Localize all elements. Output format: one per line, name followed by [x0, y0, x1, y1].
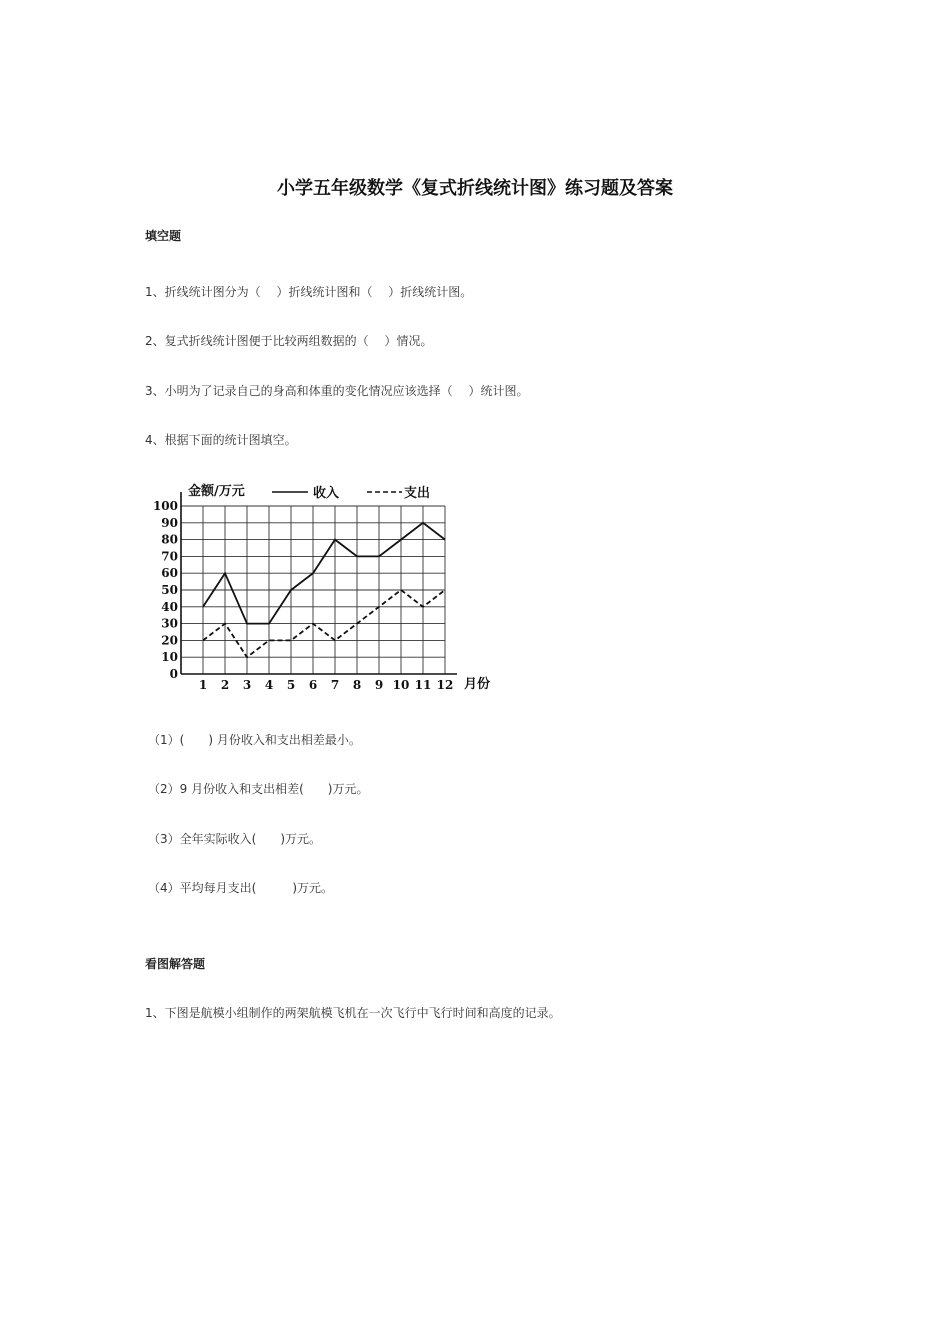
y-tick-label: 80 — [161, 532, 178, 547]
x-tick-labels — [199, 678, 454, 692]
x-tick-label: 7 — [330, 678, 340, 692]
subquestion-4: （4）平均每月支出( )万元。 — [148, 881, 333, 895]
x-tick-label: 12 — [436, 678, 454, 692]
document-title: 小学五年级数学《复式折线统计图》练习题及答案 — [277, 178, 673, 199]
x-tick-label: 9 — [374, 678, 384, 692]
subquestion-2: （2）9 月份收入和支出相差( )万元。 — [148, 782, 369, 796]
legend-expense-label: 支出 — [404, 486, 431, 501]
x-tick-label: 3 — [242, 678, 252, 692]
y-tick-label: 100 — [152, 499, 178, 513]
x-tick-label: 5 — [286, 678, 296, 692]
question-1: 1、折线统计图分为（ ）折线统计图和（ ）折线统计图。 — [145, 285, 473, 299]
income-expense-line-chart — [148, 476, 498, 698]
section-heading-graph-questions: 看图解答题 — [145, 957, 206, 971]
chart-grid — [181, 506, 445, 674]
x-tick-label: 6 — [308, 678, 318, 692]
y-tick-label: 10 — [161, 650, 178, 665]
section-heading-fill-in: 填空题 — [145, 229, 182, 243]
x-tick-label: 4 — [264, 678, 274, 692]
legend-income-label: 收入 — [313, 486, 340, 501]
y-axis-label: 金额/万元 — [188, 484, 245, 499]
question-4: 4、根据下面的统计图填空。 — [145, 433, 297, 447]
y-tick-label: 0 — [169, 667, 178, 681]
x-tick-label: 10 — [392, 678, 410, 692]
question-3: 3、小明为了记录自己的身高和体重的变化情况应该选择（ ）统计图。 — [145, 384, 529, 398]
chart-axes — [181, 492, 457, 674]
subquestion-1: （1）( ) 月份收入和支出相差最小。 — [148, 733, 361, 747]
y-tick-label: 90 — [161, 515, 178, 530]
question-5: 1、下图是航模小组制作的两架航模飞机在一次飞行中飞行时间和高度的记录。 — [145, 1006, 561, 1020]
y-tick-label: 70 — [161, 549, 178, 564]
x-axis-label: 月份 — [464, 677, 491, 692]
x-tick-label: 2 — [220, 678, 230, 692]
subquestion-3: （3）全年实际收入( )万元。 — [148, 832, 321, 846]
y-tick-label: 20 — [161, 633, 178, 648]
y-tick-labels — [153, 499, 178, 681]
question-2: 2、复式折线统计图便于比较两组数据的（ ）情况。 — [145, 334, 433, 348]
x-tick-label: 1 — [198, 678, 208, 692]
x-tick-label: 8 — [352, 678, 362, 692]
y-tick-label: 30 — [161, 616, 178, 631]
y-tick-label: 50 — [161, 583, 178, 597]
x-tick-label: 11 — [414, 678, 432, 692]
y-tick-label: 40 — [161, 599, 178, 614]
y-tick-label: 60 — [161, 566, 178, 581]
